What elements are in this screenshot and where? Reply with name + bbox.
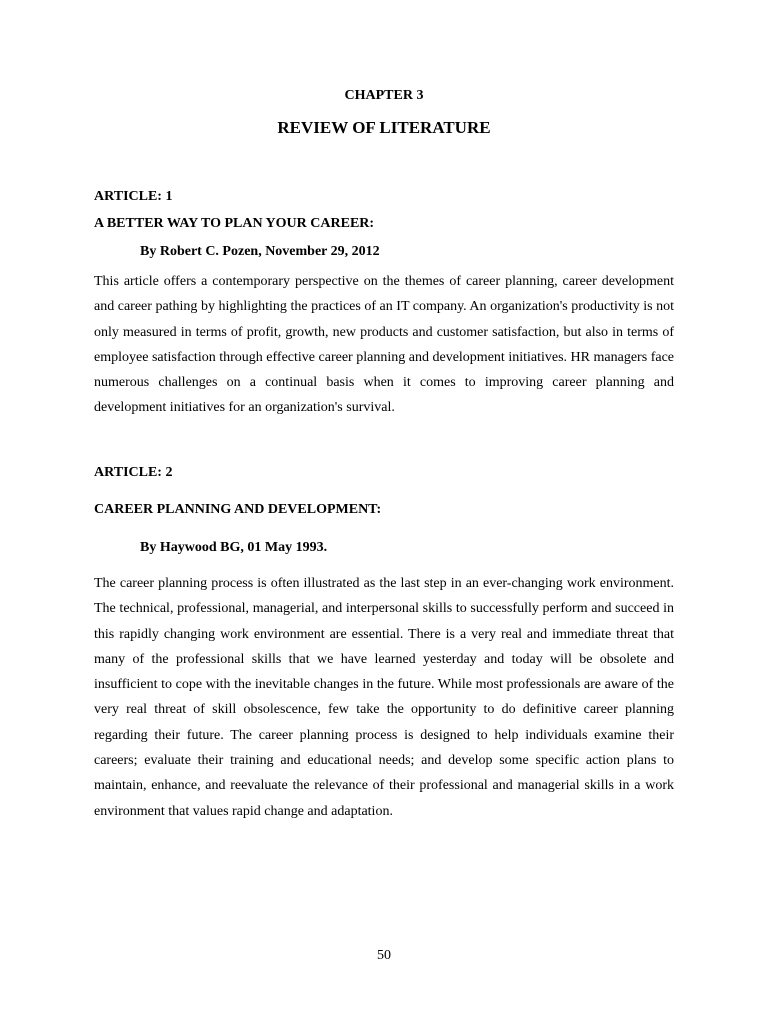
article-2-body: The career planning process is often illustrated as the last step in an ever-changing work environment. The technical, professional, managerial, and interpersonal skills to successfully perform and succeed in this rapidly changing work environment are essential. There is a very real and immediate threat that many of the professional skills that we have learned yesterday and today will be obsolete and insufficient to cope with the inevitable changes in the future. While most professionals are aware of the very real threat of skill obsolescence, few take the opportunity to do definitive career planning regarding their future. The career planning process is designed to help individuals examine their careers; evaluate their training and educational needs; and develop some specific action plans to maintain, enhance, and reevaluate the relevance of their professional and managerial skills in a work environment that values rapid change and adaptation. (94, 576, 674, 819)
article-1-number: ARTICLE: 1 (94, 189, 173, 204)
article-1-byline: By Robert C. Pozen, November 29, 2012 (140, 244, 380, 259)
chapter-title: REVIEW OF LITERATURE (277, 118, 491, 137)
article-2-title: CAREER PLANNING AND DEVELOPMENT: (94, 502, 382, 517)
article-2-byline: By Haywood BG, 01 May 1993. (140, 540, 328, 555)
article-1-title: A BETTER WAY TO PLAN YOUR CAREER: (94, 216, 375, 231)
article-1-body: This article offers a contemporary perspective on the themes of career planning, career development and career pathing by highlighting the practices of an IT company. An organization's productivity is not only measured in terms of profit, growth, new products and customer satisfaction, but also in terms of employee satisfaction through effective career planning and development initiatives. HR managers face numerous challenges on a continual basis when it comes to improving career planning and development initiatives for an organization's survival. (94, 274, 674, 416)
chapter-label: CHAPTER 3 (344, 88, 424, 103)
article-2-number: ARTICLE: 2 (94, 465, 173, 480)
page-number: 50 (377, 948, 391, 963)
